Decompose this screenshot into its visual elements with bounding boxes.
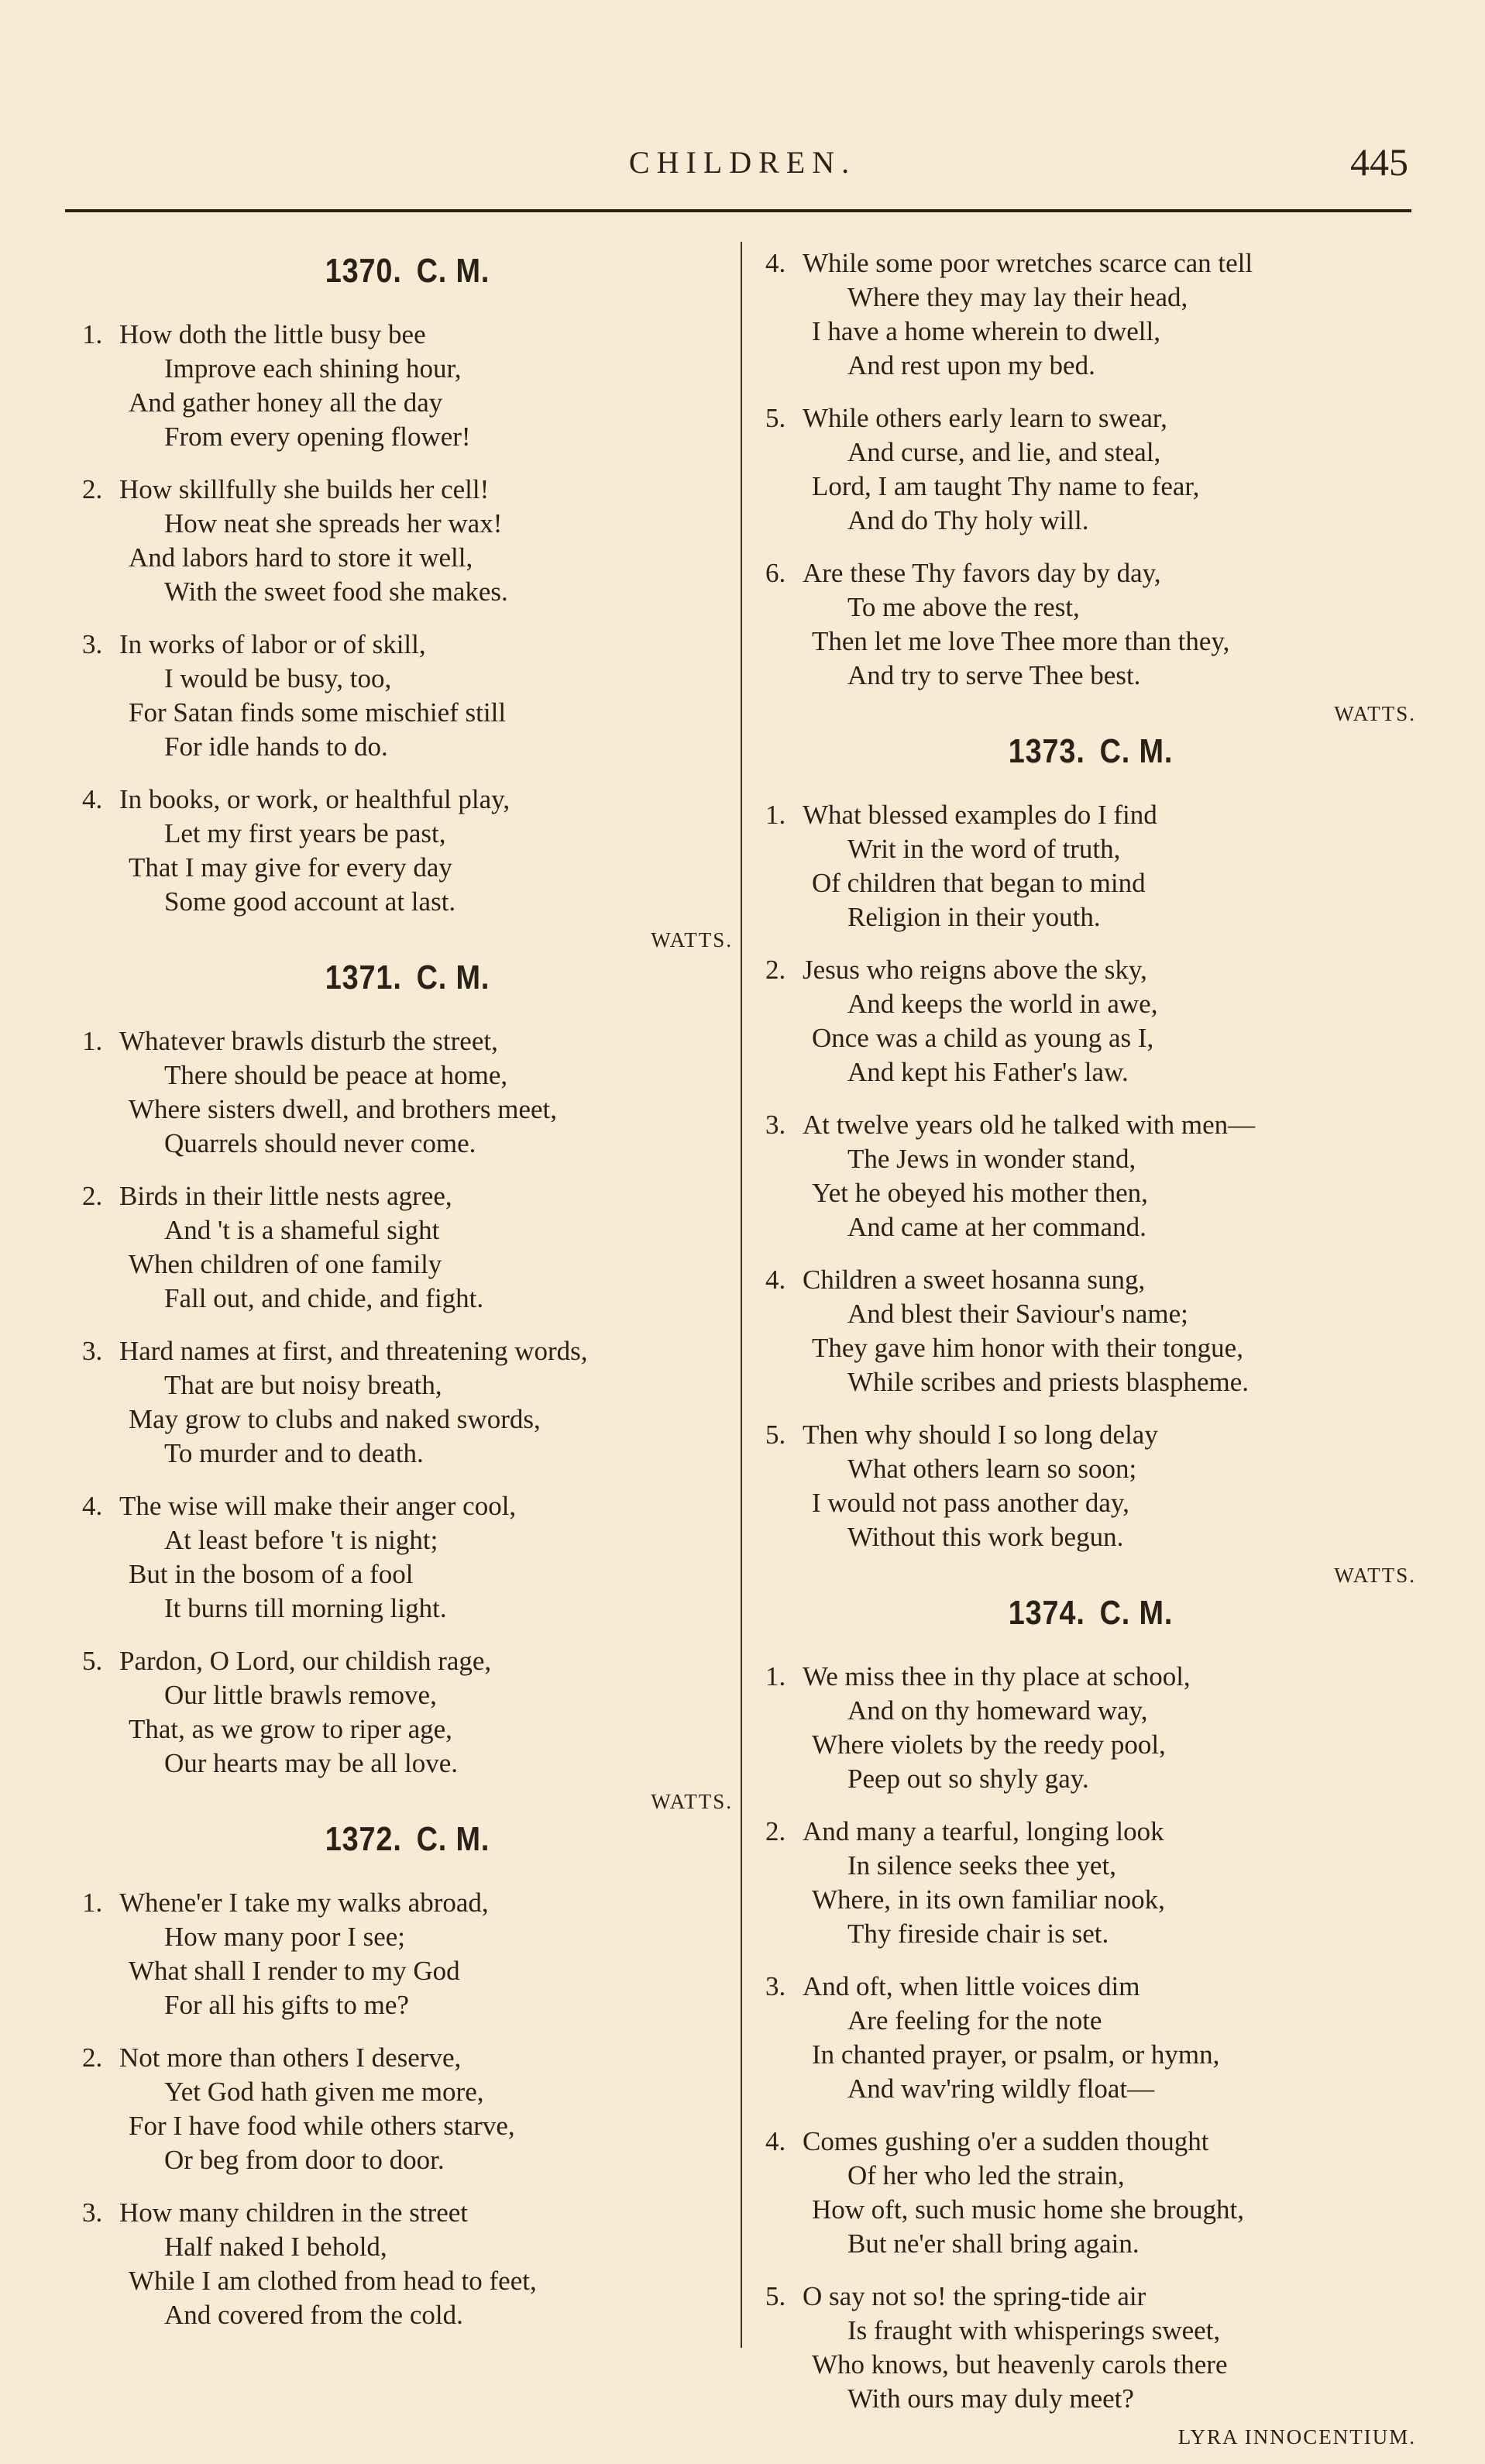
verse-line bbox=[765, 1263, 1416, 1297]
verse-line bbox=[82, 1213, 733, 1247]
verse-text: Thy fireside chair is set. bbox=[847, 1919, 1109, 1949]
verse-text: Half naked I behold, bbox=[164, 2232, 387, 2262]
verse-line bbox=[82, 1678, 733, 1712]
verse-text: Are feeling for the note bbox=[847, 2005, 1102, 2036]
verse bbox=[765, 401, 1416, 538]
verse-text: Of her who led the strain, bbox=[847, 2160, 1125, 2190]
hymn-meter: C. M. bbox=[1099, 1594, 1174, 1632]
verse-line bbox=[765, 1762, 1416, 1796]
verse-text: While I am clothed from head to feet, bbox=[129, 2266, 537, 2296]
verse-line bbox=[82, 730, 733, 764]
verse-line bbox=[82, 628, 733, 662]
verse-text: How skillfully she builds her cell! bbox=[119, 474, 490, 504]
verse-line bbox=[765, 470, 1416, 504]
verse-text: Where they may lay their head, bbox=[847, 282, 1188, 312]
verse-text: When children of one family bbox=[129, 1249, 442, 1279]
verse-text: Lord, I am taught Thy name to fear, bbox=[812, 471, 1200, 501]
verse bbox=[765, 1660, 1416, 1796]
verse-text: How doth the little busy bee bbox=[119, 319, 426, 349]
verse-text: There should be peace at home, bbox=[164, 1060, 508, 1090]
verse-text: From every opening flower! bbox=[164, 422, 471, 452]
verse-text: It burns till morning light. bbox=[164, 1593, 447, 1623]
verse-text: How oft, such music home she brought, bbox=[812, 2194, 1244, 2225]
verse-text: While others early learn to swear, bbox=[803, 403, 1167, 433]
verse-line bbox=[765, 2314, 1416, 2348]
verse bbox=[765, 1815, 1416, 1951]
verse-text: While scribes and priests blaspheme. bbox=[847, 1367, 1250, 1397]
hymn-heading bbox=[811, 727, 1370, 776]
verse-text: What shall I render to my God bbox=[129, 1956, 460, 1986]
page-number: 445 bbox=[1350, 140, 1408, 184]
verse-text: To me above the rest, bbox=[847, 592, 1080, 622]
verse-line bbox=[82, 1127, 733, 1161]
verse-text: For Satan finds some mischief still bbox=[129, 697, 507, 728]
verse-number: 4. bbox=[82, 1491, 103, 1521]
verse-line bbox=[765, 2193, 1416, 2227]
verse-text: How many children in the street bbox=[119, 2197, 469, 2228]
verse-line bbox=[765, 1694, 1416, 1728]
verse-line bbox=[765, 590, 1416, 625]
verse-line bbox=[765, 2382, 1416, 2416]
verse-line bbox=[82, 817, 733, 851]
verse-line bbox=[82, 1557, 733, 1592]
verse-text: And wav'ring wildly float— bbox=[847, 2073, 1155, 2104]
verse-line bbox=[82, 1746, 733, 1781]
verse-number: 4. bbox=[765, 1265, 786, 1295]
verse-number: 5. bbox=[765, 403, 786, 433]
verse-number: 5. bbox=[82, 1646, 103, 1676]
verse bbox=[765, 1418, 1416, 1554]
hymn-attribution: WATTS. bbox=[651, 928, 733, 952]
verse-line bbox=[765, 556, 1416, 590]
verse-text: Yet God hath given me more, bbox=[164, 2077, 484, 2107]
verse-line bbox=[82, 1334, 733, 1368]
verse-number: 4. bbox=[765, 248, 786, 278]
verse bbox=[765, 798, 1416, 934]
verse-line bbox=[82, 2196, 733, 2230]
verse-number: 3. bbox=[82, 629, 103, 659]
verse-text: And on thy homeward way, bbox=[847, 1695, 1148, 1726]
verse-line bbox=[765, 953, 1416, 987]
hymn-number: 1371. bbox=[325, 958, 402, 996]
verse-line bbox=[82, 1886, 733, 1920]
verse-text: That are but noisy breath, bbox=[164, 1370, 442, 1400]
verse-text: And came at her command. bbox=[847, 1212, 1146, 1242]
verse bbox=[765, 556, 1416, 693]
verse-line bbox=[82, 1093, 733, 1127]
verse-line bbox=[765, 2348, 1416, 2382]
hymn-attribution: LYRA INNOCENTIUM. bbox=[1177, 2425, 1416, 2449]
verse-line bbox=[765, 1055, 1416, 1089]
verse-number: 1. bbox=[765, 800, 786, 830]
verse-text: For all his gifts to me? bbox=[164, 1990, 409, 2020]
verse-text: And covered from the cold. bbox=[164, 2300, 463, 2330]
verse-line bbox=[82, 1024, 733, 1058]
verse-line bbox=[765, 659, 1416, 693]
verse-line bbox=[765, 1210, 1416, 1244]
column-divider bbox=[741, 242, 742, 2348]
verse-text: And labors hard to store it well, bbox=[129, 542, 473, 573]
verse-text: Let my first years be past, bbox=[164, 818, 446, 848]
verse-text: Some good account at last. bbox=[164, 886, 456, 917]
verse bbox=[82, 2041, 733, 2177]
verse-text: Hard names at first, and threatening words, bbox=[119, 1336, 588, 1366]
verse-line bbox=[82, 2298, 733, 2332]
verse-number: 3. bbox=[82, 1336, 103, 1366]
verse-text: And oft, when little voices dim bbox=[803, 1971, 1140, 2001]
verse-line bbox=[765, 1520, 1416, 1554]
verse-line bbox=[82, 662, 733, 696]
verse-text: For idle hands to do. bbox=[164, 731, 388, 762]
verse-text: And rest upon my bed. bbox=[847, 350, 1095, 380]
verse-line bbox=[765, 1486, 1416, 1520]
verse-line bbox=[765, 798, 1416, 832]
verse-text: Of children that began to mind bbox=[812, 868, 1146, 898]
verse-line bbox=[82, 885, 733, 919]
hymn-heading bbox=[128, 1815, 687, 1864]
verse-line bbox=[82, 2230, 733, 2264]
verse-line bbox=[82, 2075, 733, 2109]
verse-text: And try to serve Thee best. bbox=[847, 660, 1141, 690]
verse-text: With ours may duly meet? bbox=[847, 2383, 1134, 2414]
verse-line bbox=[82, 696, 733, 730]
verse bbox=[82, 2196, 733, 2332]
verse-text: In works of labor or of skill, bbox=[119, 629, 426, 659]
verse-line bbox=[765, 1365, 1416, 1399]
verse-line bbox=[82, 1179, 733, 1213]
verse-number: 1. bbox=[765, 1661, 786, 1691]
hymn-heading bbox=[128, 246, 687, 296]
verse-line bbox=[765, 504, 1416, 538]
verse-number: 2. bbox=[765, 955, 786, 985]
hymn-number: 1370. bbox=[325, 252, 402, 290]
verse-text: Comes gushing o'er a sudden thought bbox=[803, 2126, 1209, 2156]
verse-line bbox=[82, 507, 733, 541]
verse-line bbox=[765, 1142, 1416, 1176]
verse-text: Our little brawls remove, bbox=[164, 1680, 437, 1710]
verse-number: 1. bbox=[82, 1888, 103, 1918]
verse-number: 6. bbox=[765, 558, 786, 588]
verse-text: Then why should I so long delay bbox=[803, 1420, 1158, 1450]
header-rule bbox=[65, 209, 1411, 212]
verse-line bbox=[765, 625, 1416, 659]
verse bbox=[765, 2280, 1416, 2416]
hymn-attribution: WATTS. bbox=[1334, 1564, 1416, 1587]
verse-line bbox=[82, 473, 733, 507]
verse-text: I would not pass another day, bbox=[812, 1488, 1129, 1518]
verse-line bbox=[765, 1849, 1416, 1883]
hymn-meter: C. M. bbox=[416, 1820, 490, 1858]
verse-text: That I may give for every day bbox=[129, 852, 452, 883]
verse-text: Birds in their little nests agree, bbox=[119, 1181, 452, 1211]
verse-line bbox=[765, 2125, 1416, 2159]
verse-line bbox=[765, 1418, 1416, 1452]
hymn-heading bbox=[811, 1588, 1370, 1638]
verse-text: Once was a child as young as I, bbox=[812, 1023, 1154, 1053]
verse bbox=[82, 318, 733, 454]
verse-text: And do Thy holy will. bbox=[847, 505, 1089, 535]
verse-number: 4. bbox=[82, 784, 103, 814]
verse-text: Whene'er I take my walks abroad, bbox=[119, 1888, 489, 1918]
verse-line bbox=[82, 1489, 733, 1523]
verse-text: Quarrels should never come. bbox=[164, 1128, 476, 1158]
verse-text: I would be busy, too, bbox=[164, 663, 392, 693]
verse-text: Are these Thy favors day by day, bbox=[803, 558, 1161, 588]
verse-text: How neat she spreads her wax! bbox=[164, 508, 503, 539]
verse-text: Is fraught with whisperings sweet, bbox=[847, 2315, 1221, 2345]
verse-line bbox=[82, 851, 733, 885]
verse-text: And many a tearful, longing look bbox=[803, 1816, 1164, 1846]
verse-line bbox=[82, 1523, 733, 1557]
verse bbox=[765, 246, 1416, 383]
verse-number: 3. bbox=[765, 1110, 786, 1140]
verse-line bbox=[765, 246, 1416, 280]
verse-line bbox=[82, 1954, 733, 1988]
verse-text: Not more than others I deserve, bbox=[119, 2042, 462, 2073]
hymn-heading bbox=[128, 953, 687, 1003]
verse-text: Children a sweet hosanna sung, bbox=[803, 1265, 1146, 1295]
verse-number: 2. bbox=[82, 1181, 103, 1211]
verse bbox=[765, 2125, 1416, 2261]
verse-text: While some poor wretches scarce can tell bbox=[803, 248, 1253, 278]
verse-line bbox=[765, 280, 1416, 315]
verse-line bbox=[765, 2004, 1416, 2038]
verse-line bbox=[765, 1108, 1416, 1142]
verse-line bbox=[765, 1917, 1416, 1951]
verse-text: Improve each shining hour, bbox=[164, 353, 462, 384]
verse-number: 2. bbox=[82, 474, 103, 504]
hymn-attribution: WATTS. bbox=[1334, 702, 1416, 725]
verse-line bbox=[765, 1452, 1416, 1486]
verse-line bbox=[765, 1297, 1416, 1331]
verse bbox=[765, 1970, 1416, 2106]
verse-text: At least before 't is night; bbox=[164, 1525, 438, 1555]
verse bbox=[82, 783, 733, 919]
verse-line bbox=[82, 1247, 733, 1282]
verse-line bbox=[82, 318, 733, 352]
verse-text: And 't is a shameful sight bbox=[164, 1215, 440, 1245]
verse-line bbox=[82, 2264, 733, 2298]
verse-line bbox=[765, 2038, 1416, 2072]
verse-text: Who knows, but heavenly carols there bbox=[812, 2349, 1228, 2380]
verse-text: Where sisters dwell, and brothers meet, bbox=[129, 1094, 558, 1124]
verse-text: Yet he obeyed his mother then, bbox=[812, 1178, 1148, 1208]
verse-line bbox=[82, 2041, 733, 2075]
verse-line bbox=[765, 349, 1416, 383]
verse-number: 5. bbox=[765, 2281, 786, 2311]
verse-line bbox=[82, 2109, 733, 2143]
verse-text: Then let me love Thee more than they, bbox=[812, 626, 1230, 656]
verse-line bbox=[765, 1883, 1416, 1917]
verse-text: And curse, and lie, and steal, bbox=[847, 437, 1161, 467]
verse-number: 2. bbox=[82, 2042, 103, 2073]
verse-line bbox=[82, 1437, 733, 1471]
verse-text: But ne'er shall bring again. bbox=[847, 2228, 1140, 2259]
verse-text: But in the bosom of a fool bbox=[129, 1559, 414, 1589]
verse-line bbox=[82, 1592, 733, 1626]
verse bbox=[82, 473, 733, 609]
verse-line bbox=[765, 866, 1416, 900]
verse-line bbox=[765, 1728, 1416, 1762]
verse-text: The wise will make their anger cool, bbox=[119, 1491, 517, 1521]
verse-number: 4. bbox=[765, 2126, 786, 2156]
verse bbox=[82, 628, 733, 764]
verse-line bbox=[82, 1988, 733, 2022]
verse-text: And blest their Saviour's name; bbox=[847, 1299, 1188, 1329]
verse-text: That, as we grow to riper age, bbox=[129, 1714, 452, 1744]
verse-text: We miss thee in thy place at school, bbox=[803, 1661, 1191, 1691]
verse-line bbox=[765, 2227, 1416, 2261]
verse bbox=[82, 1334, 733, 1471]
verse-text: To murder and to death. bbox=[164, 1438, 424, 1468]
verse-line bbox=[765, 1021, 1416, 1055]
verse-line bbox=[765, 2280, 1416, 2314]
verse-line bbox=[82, 420, 733, 454]
verse-line bbox=[765, 1815, 1416, 1849]
verse-text: I have a home wherein to dwell, bbox=[812, 316, 1160, 346]
verse-line bbox=[765, 987, 1416, 1021]
verse-line bbox=[82, 575, 733, 609]
verse-text: Whatever brawls disturb the street, bbox=[119, 1026, 498, 1056]
verse-line bbox=[82, 1712, 733, 1746]
verse-text: In chanted prayer, or psalm, or hymn, bbox=[812, 2039, 1220, 2070]
verse bbox=[82, 1644, 733, 1781]
verse-text: What blessed examples do I find bbox=[803, 800, 1157, 830]
verse-line bbox=[82, 1644, 733, 1678]
verse-line bbox=[765, 2159, 1416, 2193]
verse-line bbox=[765, 1660, 1416, 1694]
verse-text: With the sweet food she makes. bbox=[164, 576, 508, 607]
verse-line bbox=[82, 541, 733, 575]
verse-line bbox=[82, 386, 733, 420]
verse-line bbox=[765, 435, 1416, 470]
verse-line bbox=[765, 2072, 1416, 2106]
verse-line bbox=[82, 1282, 733, 1316]
verse-number: 2. bbox=[765, 1816, 786, 1846]
verse-text: For I have food while others starve, bbox=[129, 2111, 515, 2141]
verse bbox=[82, 1886, 733, 2022]
verse-text: Writ in the word of truth, bbox=[847, 834, 1121, 864]
verse-number: 3. bbox=[765, 1971, 786, 2001]
verse-text: Jesus who reigns above the sky, bbox=[803, 955, 1147, 985]
verse-text: Religion in their youth. bbox=[847, 902, 1101, 932]
verse-line bbox=[82, 1368, 733, 1402]
verse-text: O say not so! the spring-tide air bbox=[803, 2281, 1146, 2311]
verse-text: Without this work begun. bbox=[847, 1522, 1124, 1552]
verse-text: In silence seeks thee yet, bbox=[847, 1850, 1116, 1881]
verse-text: In books, or work, or healthful play, bbox=[119, 784, 510, 814]
verse-text: And kept his Father's law. bbox=[847, 1057, 1129, 1087]
verse-text: Or beg from door to door. bbox=[164, 2145, 445, 2175]
verse-text: How many poor I see; bbox=[164, 1922, 406, 1952]
verse-number: 1. bbox=[82, 1026, 103, 1056]
verse-text: Where, in its own familiar nook, bbox=[812, 1884, 1165, 1915]
right-column bbox=[765, 246, 1416, 2450]
verse-text: What others learn so soon; bbox=[847, 1454, 1137, 1484]
verse bbox=[82, 1489, 733, 1626]
verse bbox=[82, 1179, 733, 1316]
verse-text: At twelve years old he talked with men— bbox=[803, 1110, 1256, 1140]
verse-number: 5. bbox=[765, 1420, 786, 1450]
hymn-number: 1374. bbox=[1008, 1594, 1085, 1632]
hymn-number: 1373. bbox=[1008, 732, 1085, 770]
verse-text: May grow to clubs and naked swords, bbox=[129, 1404, 541, 1434]
verse bbox=[765, 953, 1416, 1089]
verse bbox=[82, 1024, 733, 1161]
verse-line bbox=[765, 900, 1416, 934]
verse-line bbox=[765, 832, 1416, 866]
verse-line bbox=[765, 1176, 1416, 1210]
hymn-number: 1372. bbox=[325, 1820, 402, 1858]
hymn-meter: C. M. bbox=[416, 958, 490, 996]
hymn-meter: C. M. bbox=[1099, 732, 1174, 770]
verse-line bbox=[765, 401, 1416, 435]
verse-line bbox=[82, 1058, 733, 1093]
verse-text: Our hearts may be all love. bbox=[164, 1748, 459, 1778]
verse-text: Fall out, and chide, and fight. bbox=[164, 1283, 484, 1313]
verse-line bbox=[82, 2143, 733, 2177]
verse-line bbox=[765, 1970, 1416, 2004]
verse-text: And keeps the world in awe, bbox=[847, 989, 1158, 1019]
verse-number: 1. bbox=[82, 319, 103, 349]
verse-line bbox=[82, 1920, 733, 1954]
verse-number: 3. bbox=[82, 2197, 103, 2228]
verse bbox=[765, 1263, 1416, 1399]
verse-text: The Jews in wonder stand, bbox=[847, 1144, 1136, 1174]
hymn-meter: C. M. bbox=[416, 252, 490, 290]
verse bbox=[765, 1108, 1416, 1244]
verse-text: Where violets by the reedy pool, bbox=[812, 1729, 1166, 1760]
verse-line bbox=[765, 1331, 1416, 1365]
verse-text: They gave him honor with their tongue, bbox=[812, 1333, 1243, 1363]
verse-text: Peep out so shyly gay. bbox=[847, 1764, 1089, 1794]
hymn-attribution: WATTS. bbox=[651, 1790, 733, 1813]
verse-line bbox=[82, 783, 733, 817]
verse-line bbox=[82, 1402, 733, 1437]
verse-line bbox=[82, 352, 733, 386]
left-column bbox=[82, 246, 733, 2351]
verse-line bbox=[765, 315, 1416, 349]
verse-text: Pardon, O Lord, our childish rage, bbox=[119, 1646, 492, 1676]
running-header-title: CHILDREN. bbox=[628, 145, 857, 180]
verse-text: And gather honey all the day bbox=[129, 387, 443, 418]
